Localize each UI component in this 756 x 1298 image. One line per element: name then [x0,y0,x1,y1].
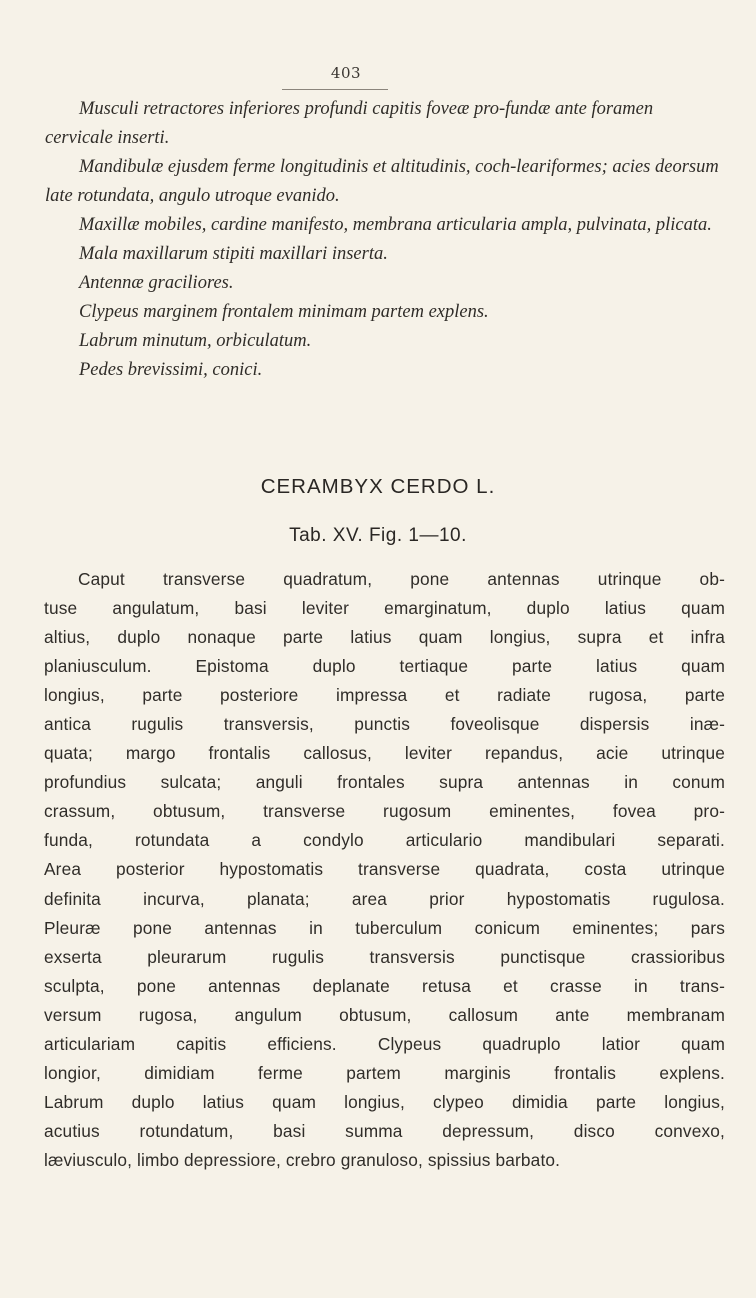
text-line: profundius sulcata; anguli frontales supra antennas in conum [44,772,725,793]
text-line: altius, duplo nonaque parte latius quam longius, supra et infra [44,627,725,648]
note-paragraph: Maxillæ mobiles, cardine manifesto, membrana articularia ampla, pulvinata, plicata. [79,215,712,235]
anatomical-notes [45,95,725,385]
note-paragraph: Mandibulæ ejusdem ferme longitudinis et altitudinis, coch-leariformes; acies deorsum late rotundata, angulo utroque evanido. [45,157,719,206]
text-line: articulariam capitis efficiens. Clypeus quadruplo latior quam [44,1033,725,1054]
text-line: definita incurva, planata; area prior hypostomatis rugulosa. [44,888,725,909]
text-line: tuse angulatum, basi leviter emarginatum, duplo latius quam [44,598,725,619]
text-line: Area posterior hypostomatis transverse quadrata, costa utrinque [44,859,725,880]
species-heading: CERAMBYX CERDO L. [260,475,496,498]
text-line: longius, parte posteriore impressa et radiate rugosa, parte [44,685,725,706]
text-line: Caput transverse quadratum, pone antennas utrinque ob- [78,569,725,589]
text-line: Labrum duplo latius quam longius, clypeo dimidia parte longius, [44,1091,725,1112]
text-line: crassum, obtusum, transverse rugosum eminentes, fovea pro- [44,801,725,822]
text-line: læviusculo, limbo depressiore, crebro granuloso, spissius barbato. [44,1149,561,1170]
text-line: funda, rotundata a condylo articulario mandibulari separati. [44,830,725,851]
text-line: quata; margo frontalis callosus, leviter repandus, acie utrinque [44,743,725,764]
text-line: versum rugosa, angulum obtusum, callosum ante membranam [44,1004,725,1025]
text-line: acutius rotundatum, basi summa depressum, disco convexo, [44,1120,725,1141]
note-paragraph: Antennæ graciliores. [79,273,234,293]
note-paragraph: Pedes brevissimi, conici. [79,360,263,380]
text-line: longior, dimidiam ferme partem marginis frontalis explens. [44,1062,725,1083]
header-rule [282,89,388,90]
description-paragraph [44,565,725,1175]
note-paragraph: Labrum minutum, orbiculatum. [79,331,312,351]
note-paragraph: Musculi retractores inferiores profundi capitis foveæ pro-fundæ ante foramen cervicale inserti. [45,99,654,148]
text-line: Pleuræ pone antennas in tuberculum conicum eminentes; pars [44,917,725,938]
page-number: 403 [330,64,362,82]
text-line: exserta pleurarum rugulis transversis punctisque crassioribus [44,946,725,967]
note-paragraph: Mala maxillarum stipiti maxillari inserta. [79,244,388,264]
plate-reference: Tab. XV. Fig. 1—10. [289,525,467,546]
text-line: antica rugulis transversis, punctis foveolisque dispersis inæ- [44,714,725,735]
text-line: sculpta, pone antennas deplanate retusa et crasse in trans- [44,975,725,996]
note-paragraph: Clypeus marginem frontalem minimam partem explens. [79,302,489,322]
text-line: planiusculum. Epistoma duplo tertiaque parte latius quam [44,656,725,677]
